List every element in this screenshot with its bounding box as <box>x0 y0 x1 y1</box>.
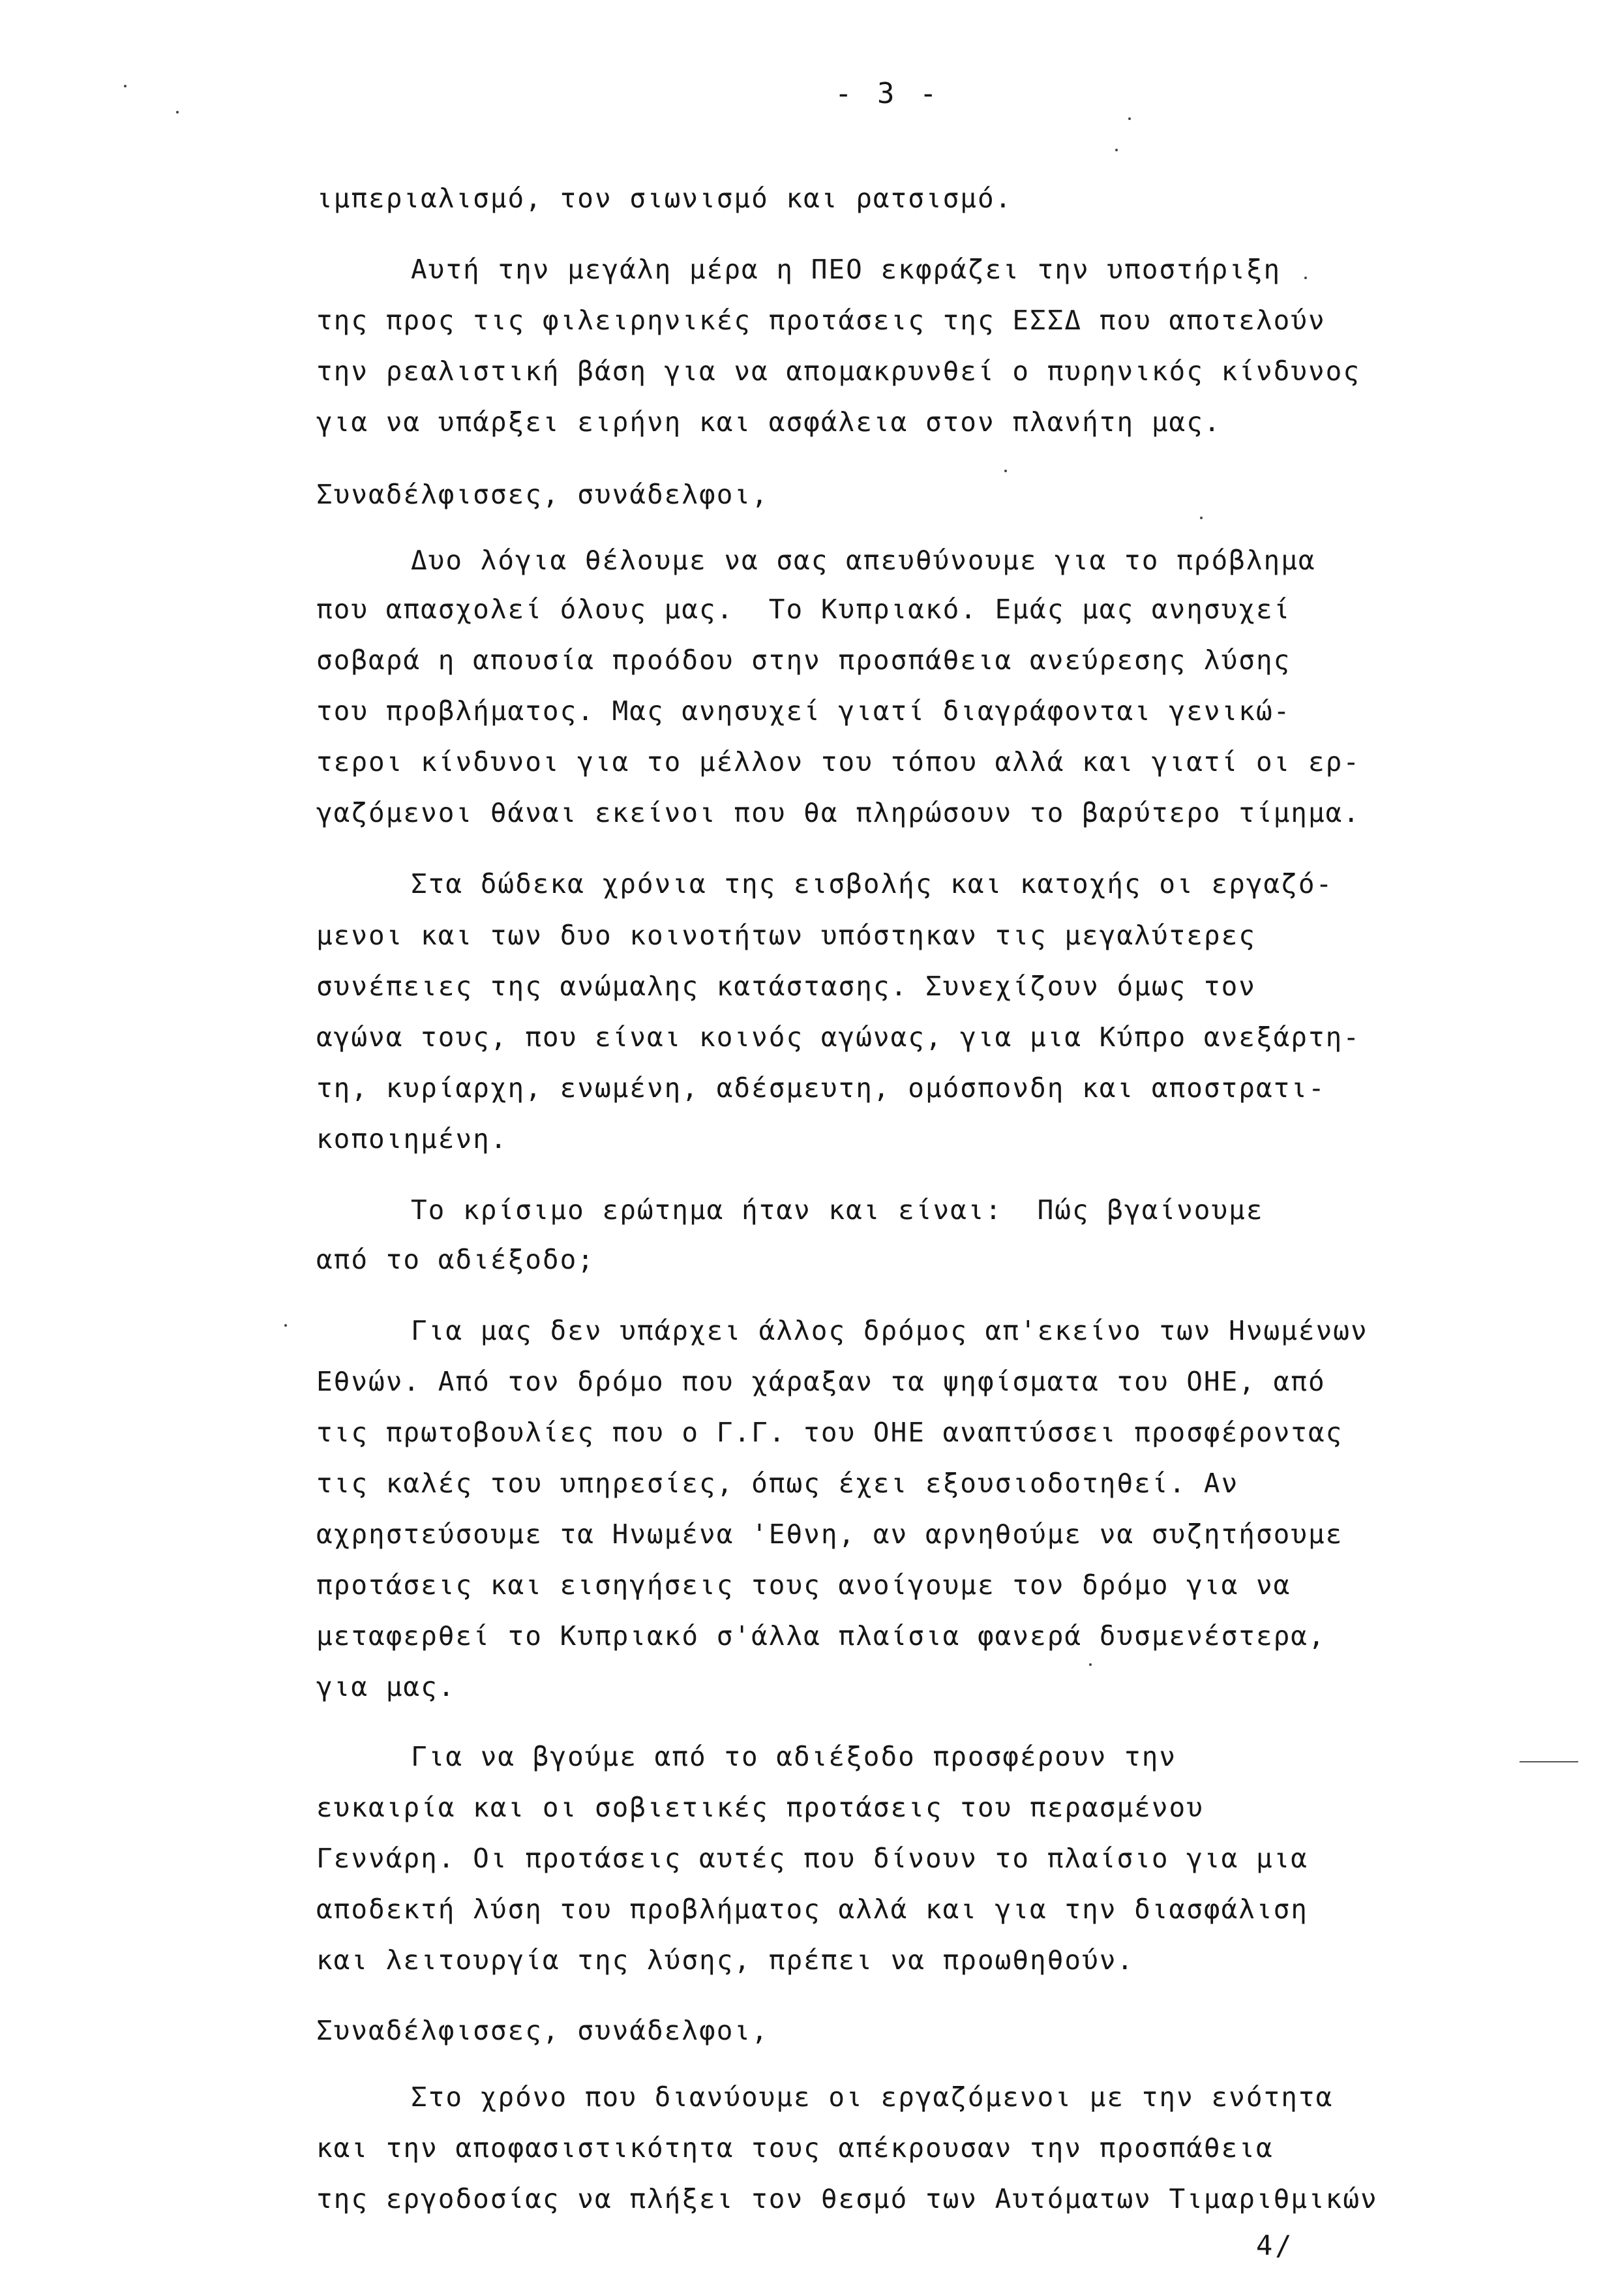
text-line: Συναδέλφισσες, συνάδελφοι, <box>316 479 769 510</box>
scan-speck <box>1304 277 1307 279</box>
text-line: Στο χρόνο που διανύουμε οι εργαζόμενοι με την ενότητα <box>411 2081 1334 2113</box>
text-line: ευκαιρία και οι σοβιετικές προτάσεις του περασμένου <box>316 1792 1204 1823</box>
text-line: αγώνα τους, που είναι κοινός αγώνας, για μια Κύπρο ανεξάρτη- <box>316 1021 1361 1053</box>
scan-speck <box>284 1324 287 1327</box>
scan-speck <box>1089 1663 1092 1666</box>
text-line: τεροι κίνδυνοι για το μέλλον του τόπου αλλά και γιατί οι ερ- <box>316 746 1361 778</box>
text-line: τις πρωτοβουλίες που ο Γ.Γ. του ΟΗΕ αναπτύσσει προσφέροντας <box>316 1417 1343 1448</box>
text-line: μενοι και των δυο κοινοτήτων υπόστηκαν τις μεγαλύτερες <box>316 920 1256 951</box>
scan-speck <box>124 85 127 87</box>
text-line: κοποιημένη. <box>316 1123 508 1155</box>
text-line: της προς τις φιλειρηνικές προτάσεις της ΕΣΣΔ που αποτελούν <box>316 305 1326 336</box>
scan-speck <box>1200 517 1203 519</box>
text-line: Δυο λόγια θέλουμε να σας απευθύνουμε για το πρόβλημα <box>411 545 1316 576</box>
text-line: αχρηστεύσουμε τα Ηνωμένα 'Εθνη, αν αρνηθούμε να συζητήσουμε <box>316 1518 1343 1550</box>
text-line: Γεννάρη. Οι προτάσεις αυτές που δίνουν το πλαίσιο για μια <box>316 1843 1308 1874</box>
text-line: Για να βγούμε από το αδιέξοδο προσφέρουν την <box>411 1741 1177 1772</box>
text-line: Συναδέλφισσες, συνάδελφοι, <box>316 2015 769 2046</box>
page-number: - 3 - <box>835 77 941 110</box>
margin-dash-mark <box>1520 1761 1578 1762</box>
text-line: προτάσεις και εισηγήσεις τους ανοίγουμε τον δρόμο για να <box>316 1569 1291 1601</box>
scan-speck <box>1004 470 1007 472</box>
text-line: Εθνών. Από τον δρόμο που χάραξαν τα ψηφίσματα του ΟΗΕ, από <box>316 1366 1326 1397</box>
text-line: τις καλές του υπηρεσίες, όπως έχει εξουσιοδοτηθεί. Αν <box>316 1468 1239 1499</box>
text-line: και λειτουργία της λύσης, πρέπει να προωθηθούν. <box>316 1944 1135 1976</box>
text-line: για να υπάρξει ειρήνη και ασφάλεια στον πλανήτη μας. <box>316 406 1221 438</box>
next-page-marker: 4/ <box>1256 2229 1295 2261</box>
text-line: αποδεκτή λύση του προβλήματος αλλά και για την διασφάλιση <box>316 1894 1308 1925</box>
text-line: της εργοδοσίας να πλήξει τον θεσμό των Αυτόματων Τιμαριθμικών <box>316 2183 1378 2214</box>
scan-speck <box>176 111 179 113</box>
text-line: Το κρίσιμο ερώτημα ήταν και είναι: Πώς βγαίνουμε <box>411 1194 1264 1226</box>
text-line: ιμπεριαλισμό, τον σιωνισμό και ρατσισμό. <box>316 183 1013 214</box>
scan-speck <box>1115 149 1118 151</box>
text-line: μεταφερθεί το Κυπριακό σ'άλλα πλαίσια φανερά δυσμενέστερα, <box>316 1620 1326 1652</box>
text-line: σοβαρά η απουσία προόδου στην προσπάθεια ανεύρεσης λύσης <box>316 644 1291 676</box>
text-line: από το αδιέξοδο; <box>316 1244 595 1275</box>
text-line: που απασχολεί όλους μας. Το Κυπριακό. Εμάς μας ανησυχεί <box>316 594 1291 625</box>
text-line: και την αποφασιστικότητα τους απέκρουσαν την προσπάθεια <box>316 2132 1274 2164</box>
text-line: Για μας δεν υπάρχει άλλος δρόμος απ'εκείνο των Ηνωμένων <box>411 1315 1368 1346</box>
text-line: Στα δώδεκα χρόνια της εισβολής και κατοχής οι εργαζό- <box>411 868 1334 899</box>
scan-speck <box>1128 117 1131 120</box>
text-line: για μας. <box>316 1671 456 1702</box>
text-line: Αυτή την μεγάλη μέρα η ΠΕΟ εκφράζει την υποστήριξη <box>411 254 1281 285</box>
text-line: συνέπειες της ανώμαλης κατάστασης. Συνεχίζουν όμως τον <box>316 971 1256 1002</box>
text-line: τη, κυρίαρχη, ενωμένη, αδέσμευτη, ομόσπονδη και αποστρατι- <box>316 1072 1326 1104</box>
text-line: γαζόμενοι θάναι εκείνοι που θα πληρώσουν το βαρύτερο τίμημα. <box>316 797 1361 828</box>
text-line: την ρεαλιστική βάση για να απομακρυνθεί ο πυρηνικός κίνδυνος <box>316 355 1361 387</box>
text-line: του προβλήματος. Μας ανησυχεί γιατί διαγράφονται γενικώ- <box>316 695 1291 727</box>
